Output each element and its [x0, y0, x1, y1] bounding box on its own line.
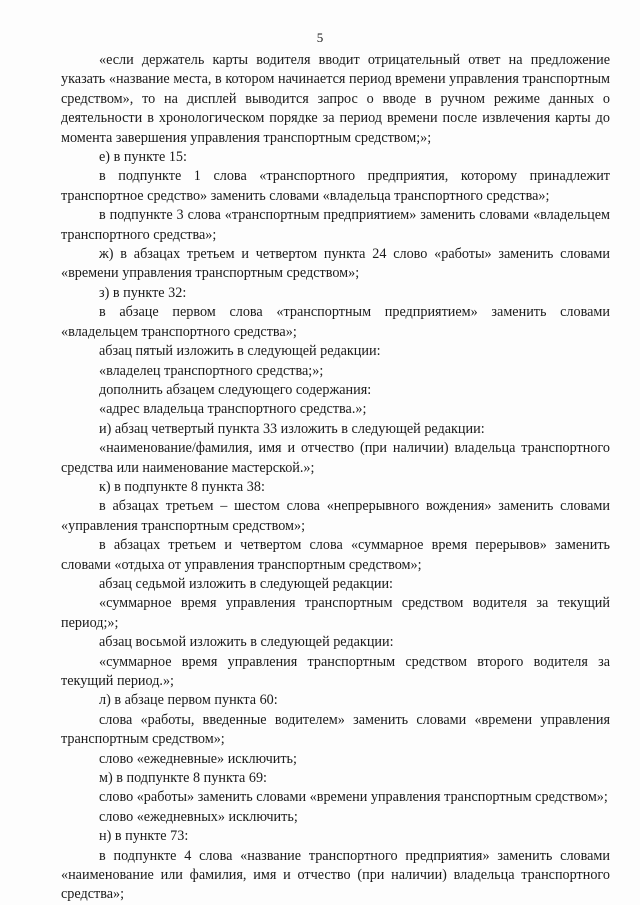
paragraph: и) абзац четвертый пункта 33 изложить в следующей редакции:	[99, 420, 485, 437]
paragraph: н) в пункте 73:	[99, 828, 189, 845]
paragraph: е) в пункте 15:	[99, 149, 187, 166]
document-body	[61, 51, 610, 905]
paragraph: в подпункте 3 слова «транспортным предприятием» заменить словами «владельцем транспортного средства»;	[61, 207, 610, 243]
paragraph: в абзаце первом слова «транспортным предприятием» заменить словами «владельцем транспортного средства»;	[61, 304, 610, 340]
paragraph: слово «ежедневных» исключить;	[99, 808, 298, 825]
paragraph: в абзацах третьем и четвертом слова «суммарное время перерывов» заменить словами «отдыха от управления транспортным средством»;	[61, 537, 610, 573]
paragraph: абзац пятый изложить в следующей редакции:	[99, 343, 381, 360]
paragraph: слово «работы» заменить словами «времени управления транспортным средством»;	[99, 789, 608, 806]
paragraph: ж) в абзацах третьем и четвертом пункта 24 слово «работы» заменить словами «времени управления транспортным средством»;	[61, 246, 610, 282]
paragraph: в подпункте 4 слова «название транспортного предприятия» заменить словами «наименование или фамилия, имя и отчество (при наличии) владельца транспортного средства»;	[61, 847, 610, 903]
paragraph: слова «работы, введенные водителем» заменить словами «времени управления транспортным средством»;	[61, 711, 610, 748]
paragraph: слово «ежедневные» исключить;	[99, 750, 297, 767]
paragraph: в подпункте 1 слова «транспортного предприятия, которому принадлежит транспортное средство» заменить словами «владельца транспортного средства»;	[61, 168, 610, 204]
paragraph: «наименование/фамилия, имя и отчество (при наличии) владельца транспортного средства или наименование мастерской.»;	[61, 440, 610, 476]
paragraph: м) в подпункте 8 пункта 69:	[99, 770, 267, 787]
paragraph: з) в пункте 32:	[99, 284, 187, 301]
paragraph: к) в подпункте 8 пункта 38:	[99, 478, 265, 495]
paragraph: л) в абзаце первом пункта 60:	[99, 692, 278, 709]
paragraph: «владелец транспортного средства;»;	[99, 362, 324, 379]
paragraph: «суммарное время управления транспортным средством водителя за текущий период;»;	[61, 595, 610, 631]
paragraph: «адрес владельца транспортного средства.»;	[99, 401, 367, 418]
paragraph: «суммарное время управления транспортным средством второго водителя за текущий период.»;	[61, 653, 610, 689]
paragraph: дополнить абзацем следующего содержания:	[99, 381, 372, 398]
paragraph: абзац восьмой изложить в следующей редакции:	[99, 634, 394, 651]
paragraph: «если держатель карты водителя вводит отрицательный ответ на предложение указать «название места, в котором начинается период времени управления транспортным средством», то на дисплей выводится запрос о вводе в ручном режиме данных о деятельности в хронологическом порядке за период времени после извлечения карты до момента завершения управления транспортным средством;»;	[61, 52, 610, 146]
paragraph: в абзацах третьем – шестом слова «непрерывного вождения» заменить словами «управления транспортным средством»;	[61, 498, 610, 534]
page-number: 5	[316, 30, 324, 45]
paragraph: абзац седьмой изложить в следующей редакции:	[99, 575, 394, 592]
